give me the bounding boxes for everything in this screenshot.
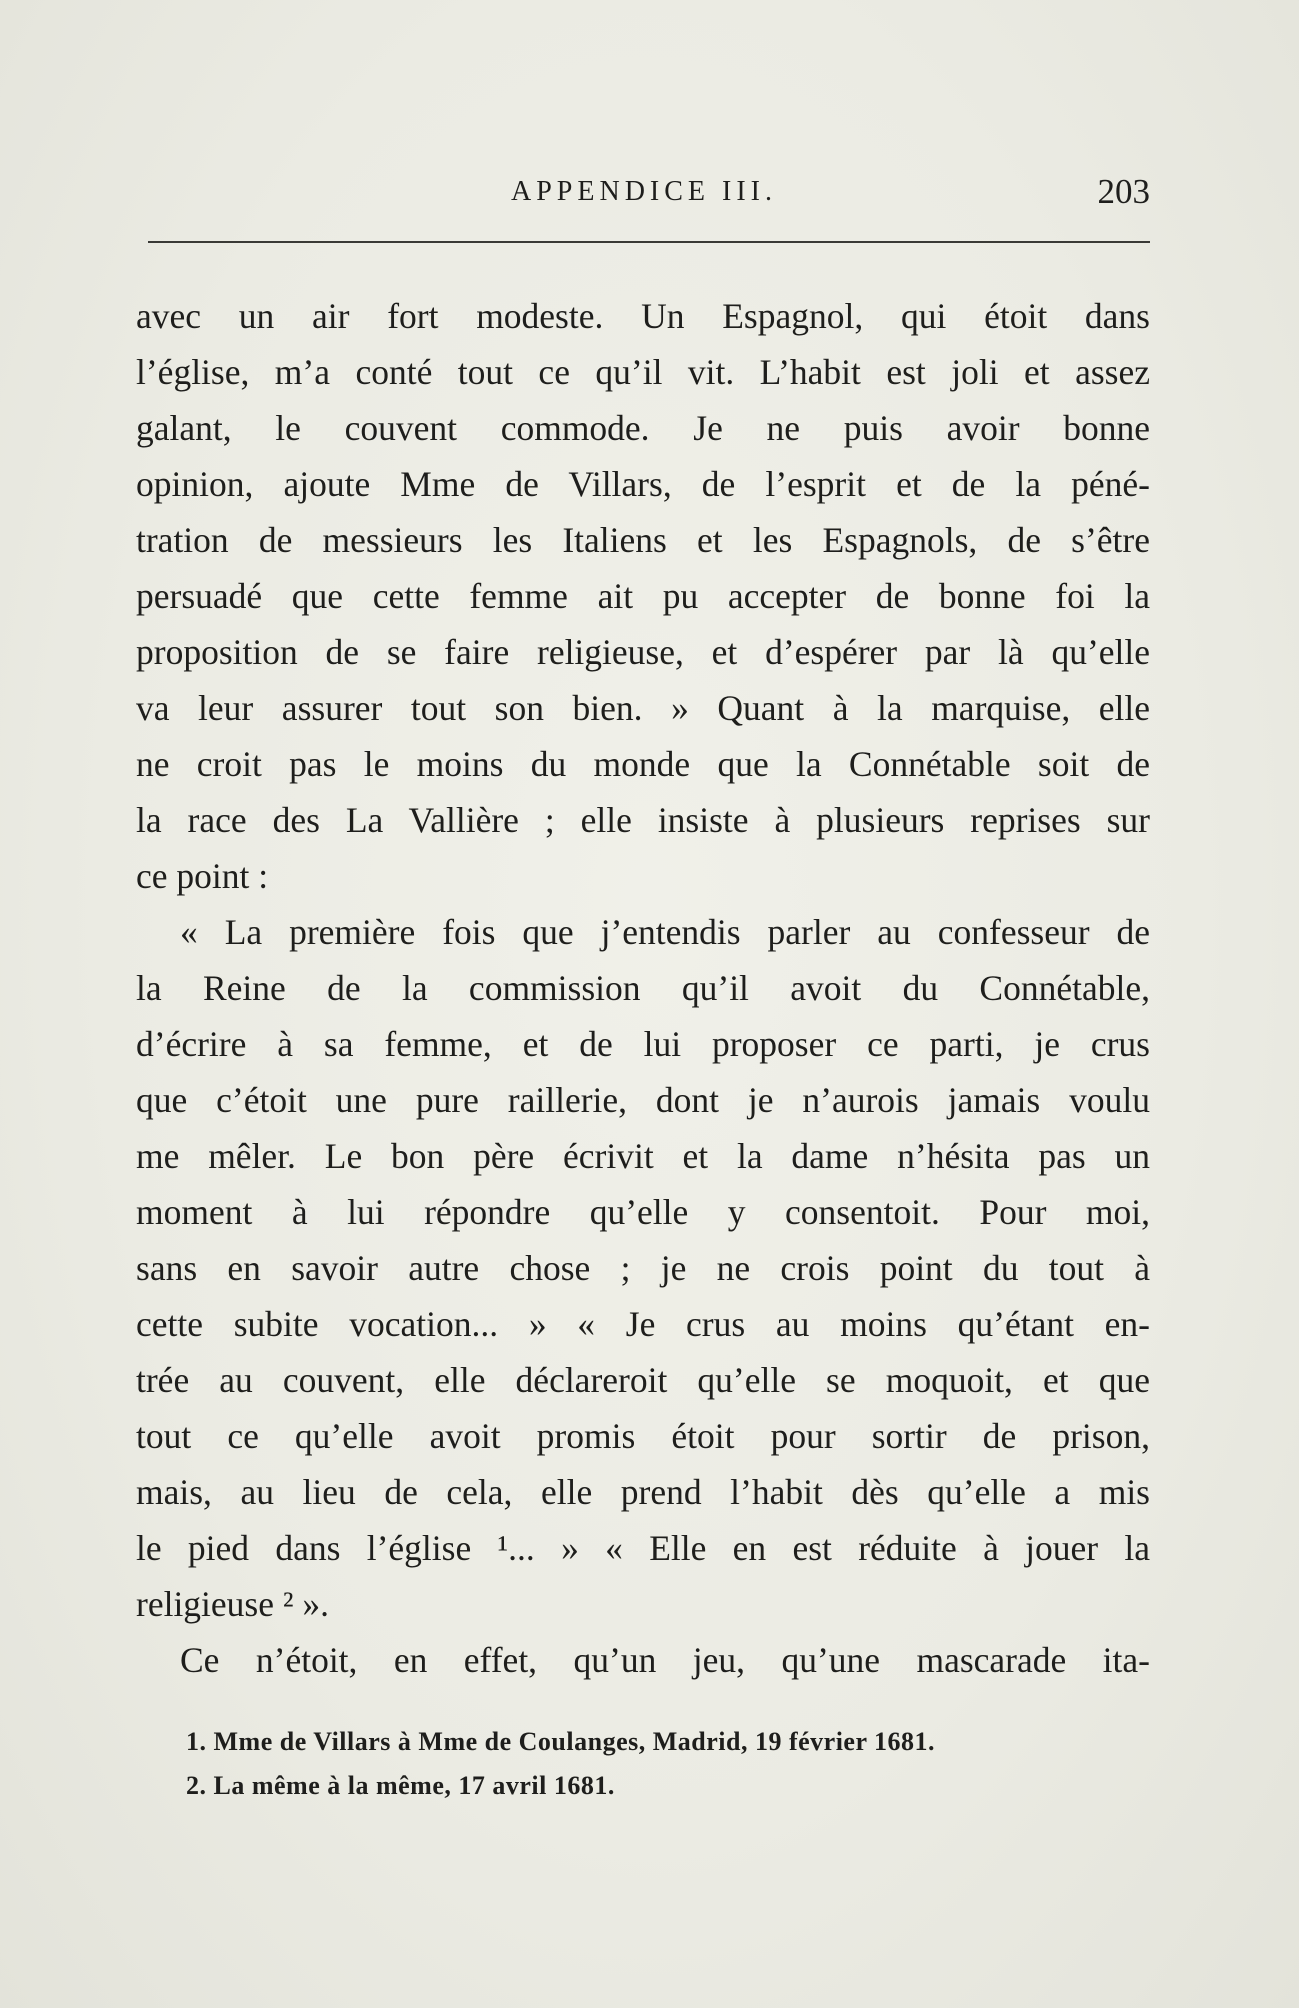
text-line: avec un air fort modeste. Un Espagnol, qui étoit dans (136, 296, 1150, 336)
text-line: « La première fois que j’entendis parler au confesseur de (180, 912, 1150, 952)
text-line: proposition de se faire religieuse, et d’espérer par là qu’elle (136, 632, 1150, 672)
footnote: 2. La même à la même, 17 avril 1681. (186, 1771, 615, 1800)
text-line: moment à lui répondre qu’elle y consentoit. Pour moi, (136, 1192, 1150, 1232)
text-line: d’écrire à sa femme, et de lui proposer ce parti, je crus (136, 1024, 1150, 1064)
text-line: tout ce qu’elle avoit promis étoit pour sortir de prison, (136, 1416, 1150, 1456)
text-line: ce point : (136, 856, 269, 896)
text-line: religieuse ² ». (136, 1584, 330, 1624)
text-line: galant, le couvent commode. Je ne puis avoir bonne (136, 408, 1150, 448)
text-line: sans en savoir autre chose ; je ne crois point du tout à (136, 1248, 1150, 1288)
text-line: opinion, ajoute Mme de Villars, de l’esprit et de la péné- (136, 464, 1150, 504)
page-number: 203 (1097, 172, 1150, 211)
text-line: va leur assurer tout son bien. » Quant à la marquise, elle (136, 688, 1150, 728)
body-text (136, 288, 1150, 1688)
footnote: 1. Mme de Villars à Mme de Coulanges, Madrid, 19 février 1681. (186, 1727, 936, 1756)
text-line: Ce n’étoit, en effet, qu’un jeu, qu’une mascarade ita- (180, 1640, 1150, 1680)
text-line: l’église, m’a conté tout ce qu’il vit. L’habit est joli et assez (136, 352, 1150, 392)
text-line: que c’étoit une pure raillerie, dont je n’aurois jamais voulu (136, 1080, 1150, 1120)
header-rule (148, 241, 1150, 243)
footnotes (186, 1720, 1086, 1808)
text-line: cette subite vocation... » « Je crus au moins qu’étant en- (136, 1304, 1150, 1344)
text-line: me mêler. Le bon père écrivit et la dame n’hésita pas un (136, 1136, 1150, 1176)
text-line: ne croit pas le moins du monde que la Connétable soit de (136, 744, 1150, 784)
running-title: APPENDICE III. (511, 176, 777, 207)
text-line: mais, au lieu de cela, elle prend l’habit dès qu’elle a mis (136, 1472, 1150, 1512)
text-line: trée au couvent, elle déclareroit qu’elle se moquoit, et que (136, 1360, 1150, 1400)
text-line: tration de messieurs les Italiens et les Espagnols, de s’être (136, 520, 1150, 560)
running-head (138, 172, 1150, 218)
text-line: persuadé que cette femme ait pu accepter de bonne foi la (136, 576, 1150, 616)
text-line: la Reine de la commission qu’il avoit du Connétable, (136, 968, 1150, 1008)
text-line: le pied dans l’église ¹... » « Elle en est réduite à jouer la (136, 1528, 1150, 1568)
text-line: la race des La Vallière ; elle insiste à plusieurs reprises sur (136, 800, 1150, 840)
